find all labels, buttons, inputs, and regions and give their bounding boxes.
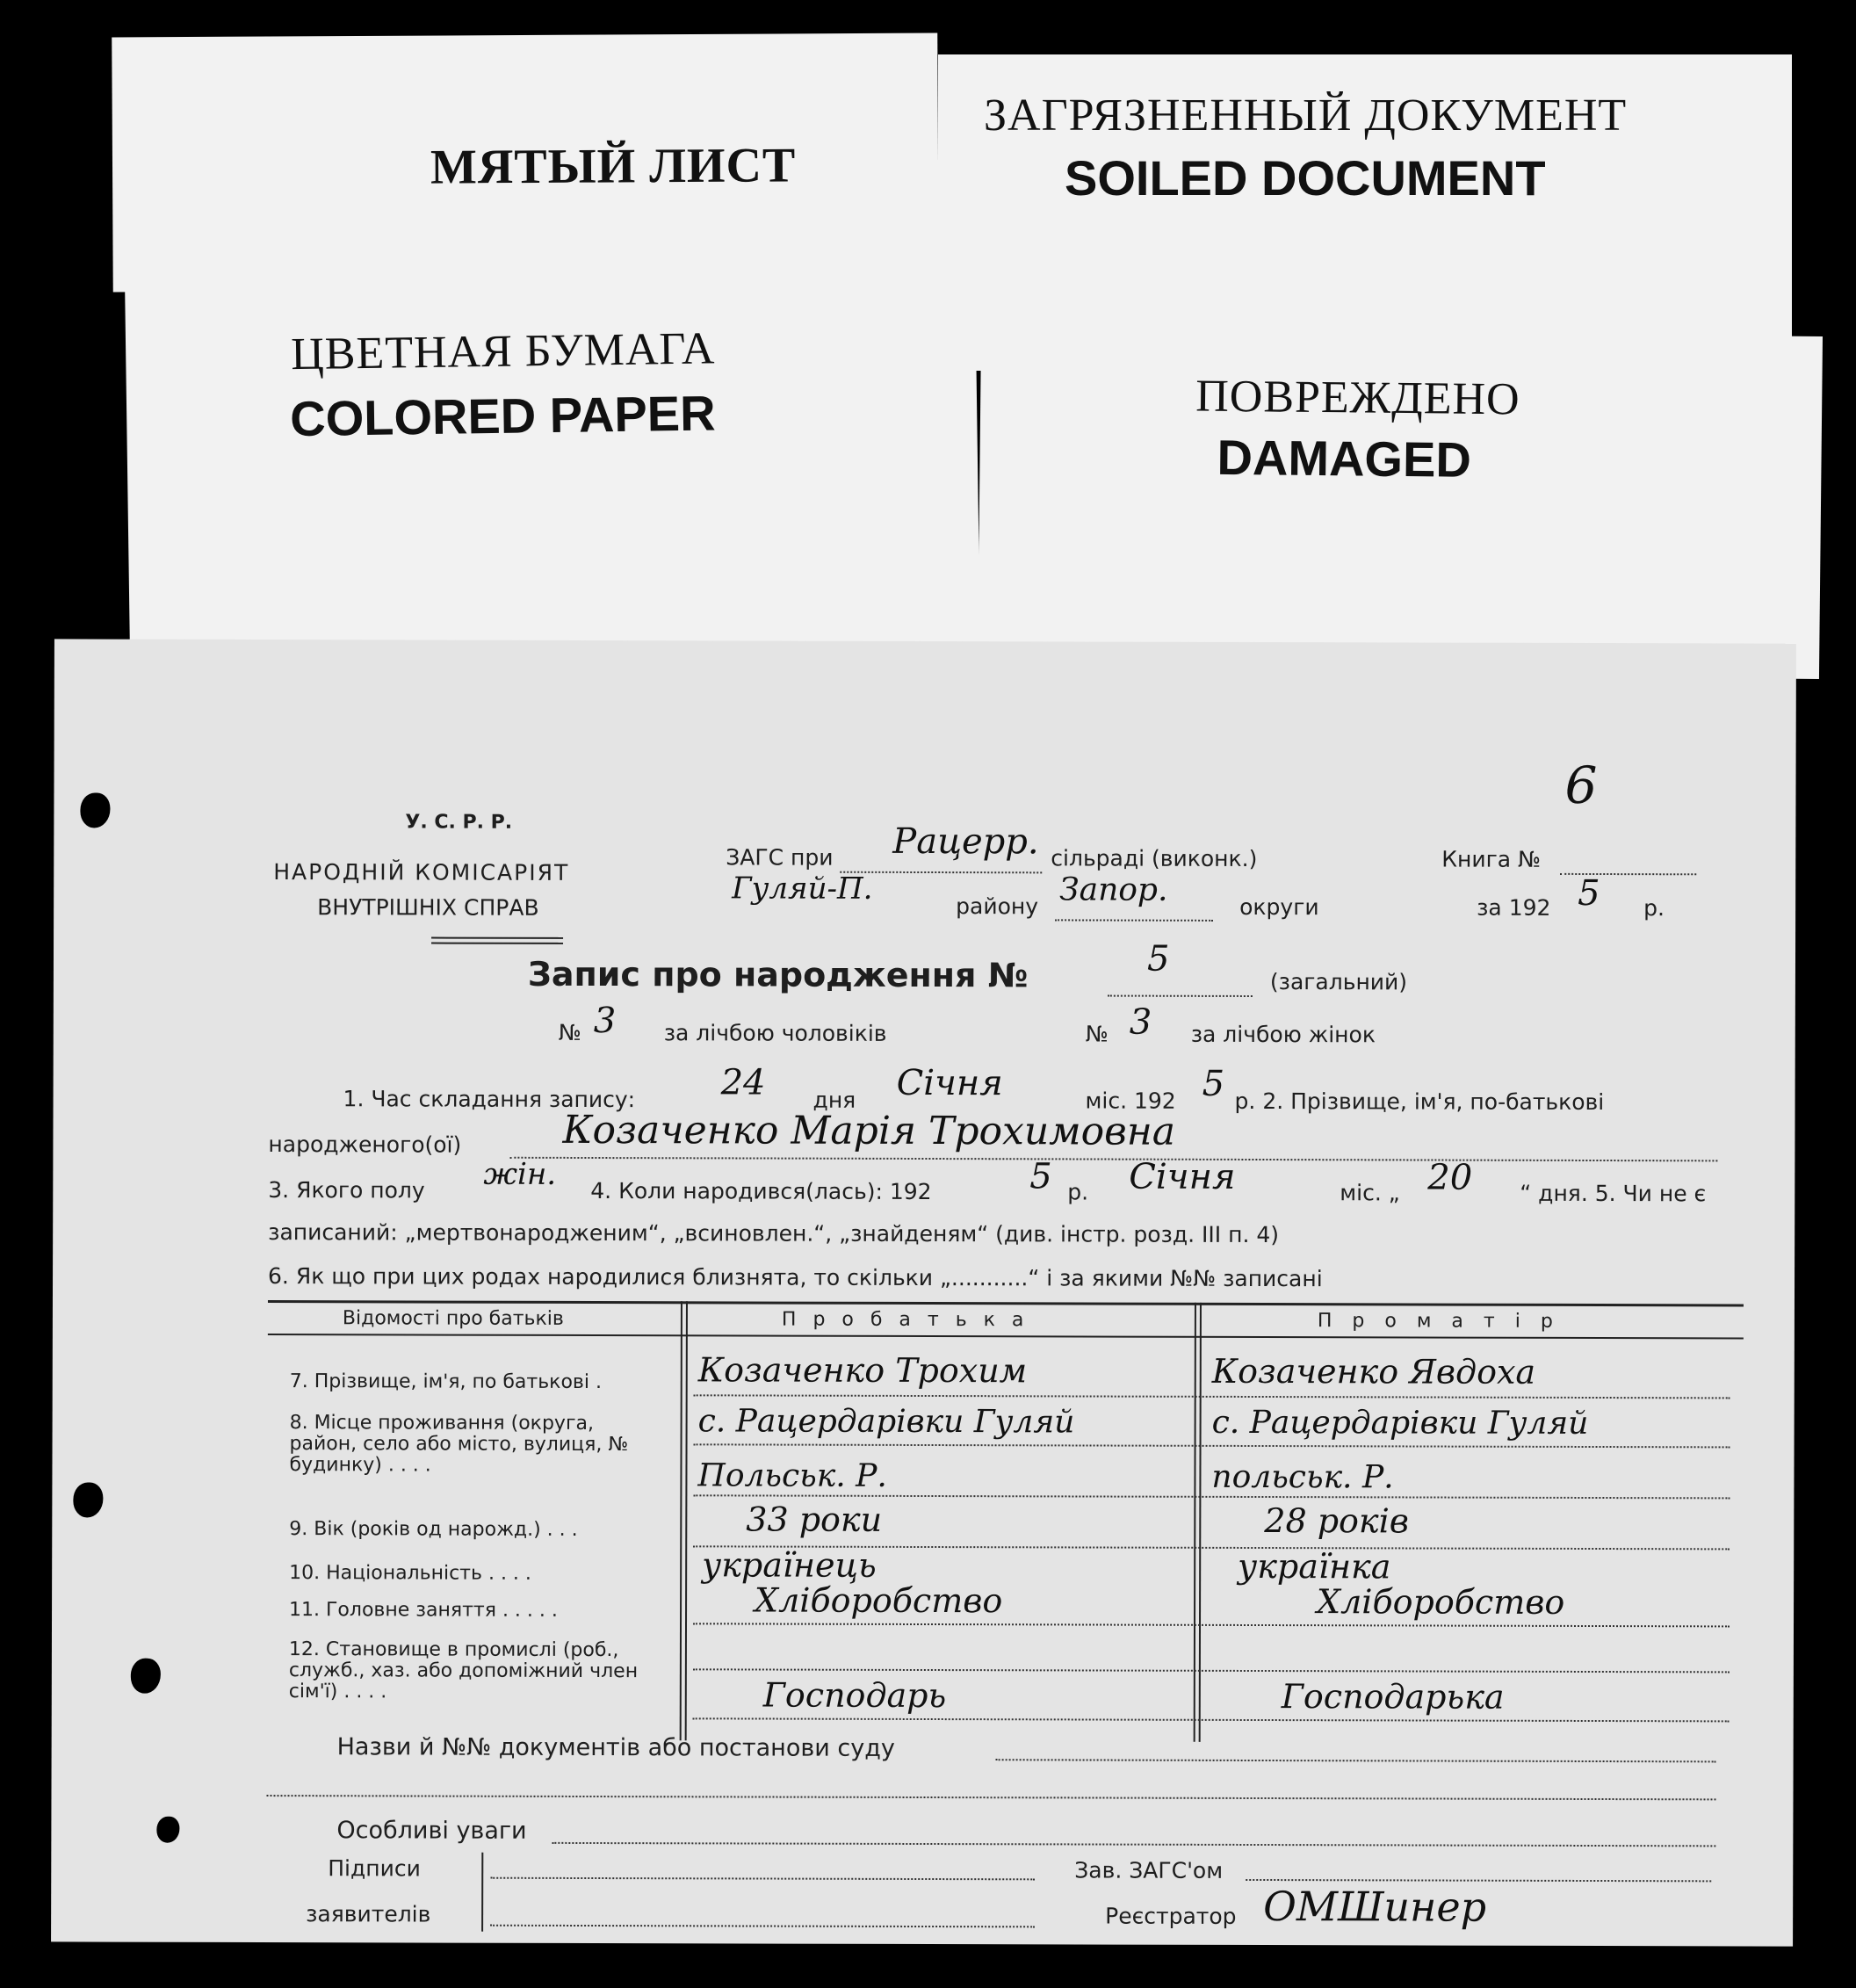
year-label: за 192: [1477, 894, 1551, 921]
label-soiled-document: [938, 54, 1792, 371]
signature-dots: [490, 1877, 1035, 1881]
child-name-dots: [509, 1157, 1717, 1162]
line3-born-label: 4. Коли народився(лась): 192: [590, 1178, 932, 1205]
commissariat-label-2: ВНУТРІШНІХ СПРАВ: [317, 894, 539, 921]
row-label-occupation: 11. Головне заняття . . . . .: [289, 1599, 558, 1622]
line1-day-label: дня: [812, 1087, 856, 1113]
district-label: району: [956, 893, 1039, 920]
women-prefix: №: [1085, 1021, 1109, 1047]
table-header-line: [268, 1334, 1744, 1339]
father-residence: [697, 1394, 1154, 1504]
label-crumpled-ru: МЯТЫЙ ЛИСТ: [430, 138, 797, 195]
men-label: за лічбою чоловіків: [663, 1020, 887, 1046]
label-soiled-en: SOILED DOCUMENT: [1065, 150, 1546, 206]
record-number: 5: [1146, 938, 1170, 980]
row-label-status: [289, 1639, 658, 1703]
line5-text: 6. Як що при цих родах народилися близнята, то скільки „...........“ і за якими №№ записані: [268, 1263, 1323, 1292]
line3-rest: “ дня. 5. Чи не є: [1520, 1180, 1707, 1207]
line4-text: записаний: „мертвонародженим“, „всиновлен.“, „знайденям“ (див. інстр. розд. III п. 4): [268, 1219, 1280, 1248]
registrar-label: Реєстратор: [1105, 1903, 1237, 1929]
page-number: 6: [1564, 755, 1598, 816]
line3-label: 3. Якого полу: [268, 1177, 425, 1204]
line1-year: 5: [1202, 1063, 1225, 1104]
women-number: 3: [1129, 1001, 1152, 1043]
signatures-bracket: [481, 1853, 483, 1932]
birth-record-form: [51, 639, 1796, 1946]
father-occupation: Хліборобство: [755, 1580, 1003, 1621]
okrug-dots: [1055, 919, 1213, 921]
year-suffix: р.: [1643, 895, 1665, 922]
record-number-dots: [1108, 995, 1253, 997]
row-dots: [693, 1623, 1730, 1627]
line2-label: народженого(ої): [268, 1131, 462, 1158]
signature-dots: [490, 1925, 1035, 1928]
documents-dots-2: [266, 1795, 1715, 1800]
table-col-divider: [1199, 1303, 1202, 1742]
year-value: 5: [1578, 872, 1600, 914]
council-label: сільраді (виконк.): [1051, 845, 1258, 871]
child-sex: жін.: [483, 1156, 557, 1192]
zags-prefix: ЗАГС при: [726, 844, 834, 871]
row-label-residence: [289, 1413, 658, 1477]
table-header-info: Відомості про батьків: [342, 1307, 564, 1330]
header-underline: [431, 937, 563, 939]
father-status: Господарь: [762, 1675, 947, 1716]
men-prefix: №: [558, 1019, 581, 1045]
district-value: Гуляй-П.: [732, 871, 873, 907]
okrug-value: Запор.: [1059, 871, 1168, 908]
birth-month: Січня: [1129, 1156, 1236, 1197]
documents-label: Назви й №№ документів або постанови суду: [336, 1733, 895, 1762]
book-label: Книга №: [1441, 846, 1542, 872]
father-nationality: українець: [702, 1545, 877, 1585]
punch-hole: [80, 792, 110, 828]
women-label: за лічбою жінок: [1190, 1021, 1376, 1048]
row-label-nationality: 10. Національність . . . .: [289, 1562, 531, 1585]
okrug-label: округи: [1239, 893, 1319, 921]
remarks-label: Особливі уваги: [336, 1817, 527, 1845]
mother-occupation: Хліборобство: [1317, 1582, 1565, 1622]
row-label-age: 9. Вік (років од нарожд.) . . .: [289, 1518, 578, 1541]
father-name: Козаченко Трохим: [697, 1350, 1028, 1391]
row-label-status-text: 12. Становище в промислі (роб., служб., хаз. або допоміжний член сім'ї) . . . .: [288, 1638, 639, 1703]
line1-month: Січня: [896, 1062, 1003, 1104]
punch-hole: [156, 1817, 179, 1843]
punch-hole: [73, 1482, 103, 1517]
mother-status: Господарька: [1281, 1677, 1505, 1717]
republic-label: У. С. Р. Р.: [405, 811, 513, 834]
label-crumpled-sheet: [112, 33, 939, 293]
table-header-father: П р о б а т ь к а: [781, 1308, 1029, 1332]
punch-hole: [131, 1659, 161, 1694]
table-top-line: [268, 1300, 1744, 1306]
line1-year-label: міс. 192: [1085, 1088, 1176, 1114]
mother-age: 28 років: [1264, 1501, 1409, 1541]
header-underline: [431, 943, 563, 944]
signatures-label-2: заявителів: [306, 1901, 431, 1927]
mother-nationality: українка: [1238, 1546, 1391, 1587]
table-col-divider: [685, 1301, 688, 1740]
line1-rest: р. 2. Прізвище, ім'я, по-батькові: [1234, 1088, 1605, 1116]
mother-residence: [1211, 1396, 1686, 1506]
row-dots: [693, 1717, 1730, 1722]
line3-r: р.: [1067, 1179, 1089, 1205]
table-col-divider: [680, 1301, 682, 1740]
mother-name: Козаченко Явдоха: [1211, 1351, 1536, 1392]
row-label-name: 7. Прізвище, ім'я, по батькові .: [289, 1370, 603, 1394]
row-dots: [693, 1668, 1730, 1673]
registrar-signature: ОМШинер: [1263, 1883, 1487, 1931]
line1-day: 24: [720, 1062, 766, 1103]
commissariat-label-1: НАРОДНІЙ КОМІСАРІЯТ: [273, 859, 570, 886]
general-label: (загальний): [1269, 969, 1408, 995]
table-header-mother: П р о м а т і р: [1317, 1310, 1560, 1333]
father-residence-text: с. Рацердарівки Гуляй Польськ. Р.: [697, 1403, 1075, 1494]
table-col-divider: [1194, 1303, 1196, 1742]
row-label-residence-text: 8. Місце проживання (округа, район, село або місто, вулиця, № будинку) . . . .: [289, 1412, 629, 1477]
label-colored-paper: [125, 273, 980, 654]
label-soiled-ru: ЗАГРЯЗНЕННЫЙ ДОКУМЕНТ: [984, 90, 1628, 141]
birth-day: 20: [1427, 1157, 1473, 1198]
documents-dots: [996, 1759, 1716, 1762]
record-title: Запис про народження №: [527, 954, 1029, 995]
men-number: 3: [593, 1001, 617, 1042]
line1-label: 1. Час складання запису:: [343, 1086, 636, 1113]
head-label: Зав. ЗАГС'ом: [1074, 1857, 1224, 1883]
child-name: Козаченко Марія Трохимовна: [562, 1107, 1176, 1154]
label-damaged-ru: ПОВРЕЖДЕНО: [1195, 371, 1520, 425]
mother-residence-text: с. Рацердарівки Гуляй польськ. Р.: [1211, 1404, 1589, 1496]
zags-value: Рацерр.: [892, 821, 1039, 863]
father-age: 33 роки: [746, 1500, 883, 1539]
head-dots: [1246, 1879, 1711, 1882]
line3-month-label: міс. „: [1340, 1180, 1400, 1206]
label-colored-ru: ЦВЕТНАЯ БУМАГА: [290, 323, 716, 380]
birth-year: 5: [1029, 1156, 1052, 1197]
label-damaged-en: DAMAGED: [1217, 429, 1472, 488]
label-colored-en: COLORED PAPER: [289, 385, 716, 447]
label-damaged: [978, 328, 1823, 679]
signatures-label-1: Підписи: [328, 1855, 421, 1882]
remarks-dots: [552, 1842, 1715, 1847]
